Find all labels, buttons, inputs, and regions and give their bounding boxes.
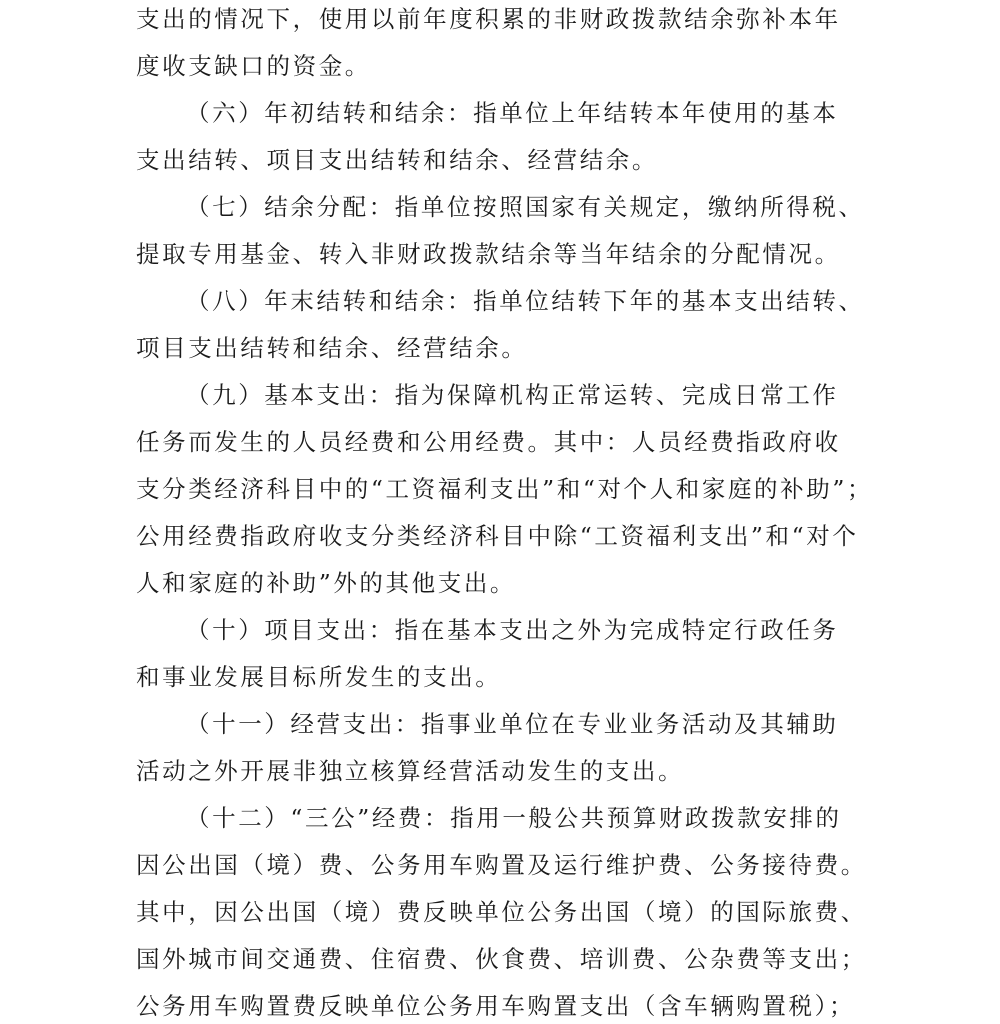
text-line: 其中，因公出国（境）费反映单位公务出国（境）的国际旅费、	[136, 898, 867, 926]
text-line: 活动之外开展非独立核算经营活动发生的支出。	[136, 757, 685, 785]
paragraph-heading-8: （八）年末结转和结余：指单位结转下年的基本支出结转、	[186, 287, 865, 315]
text-line: 支出的情况下，使用以前年度积累的非财政拨款结余弥补本年	[136, 5, 841, 33]
text-line: 因公出国（境）费、公务用车购置及运行维护费、公务接待费。	[136, 851, 867, 879]
text-line: 公务用车购置费反映单位公务用车购置支出（含车辆购置税）；	[136, 992, 856, 1020]
text-line: 项目支出结转和结余、经营结余。	[136, 334, 528, 362]
paragraph-heading-10: （十）项目支出：指在基本支出之外为完成特定行政任务	[186, 616, 839, 644]
text-line: 和事业发展目标所发生的支出。	[136, 663, 502, 691]
paragraph-heading-9: （九）基本支出：指为保障机构正常运转、完成日常工作	[186, 381, 839, 409]
paragraph-heading-11: （十一）经营支出：指事业单位在专业业务活动及其辅助	[186, 710, 839, 738]
text-line: 支出结转、项目支出结转和结余、经营结余。	[136, 146, 658, 174]
paragraph-heading-12: （十二）“三公”经费：指用一般公共预算财政拨款安排的	[186, 804, 842, 832]
text-line: 任务而发生的人员经费和公用经费。其中：人员经费指政府收	[136, 428, 841, 456]
text-line: 支分类经济科目中的“工资福利支出”和“对个人和家庭的补助”；	[136, 475, 874, 503]
paragraph-heading-7: （七）结余分配：指单位按照国家有关规定，缴纳所得税、	[186, 193, 865, 221]
text-line: 度收支缺口的资金。	[136, 52, 371, 80]
text-line: 公用经费指政府收支分类经济科目中除“工资福利支出”和“对个	[136, 522, 859, 550]
text-line: 国外城市间交通费、住宿费、伙食费、培训费、公杂费等支出；	[136, 945, 867, 973]
text-line: 提取专用基金、转入非财政拨款结余等当年结余的分配情况。	[136, 240, 841, 268]
paragraph-heading-6: （六）年初结转和结余：指单位上年结转本年使用的基本	[186, 99, 839, 127]
text-line: 人和家庭的补助”外的其他支出。	[136, 569, 517, 597]
